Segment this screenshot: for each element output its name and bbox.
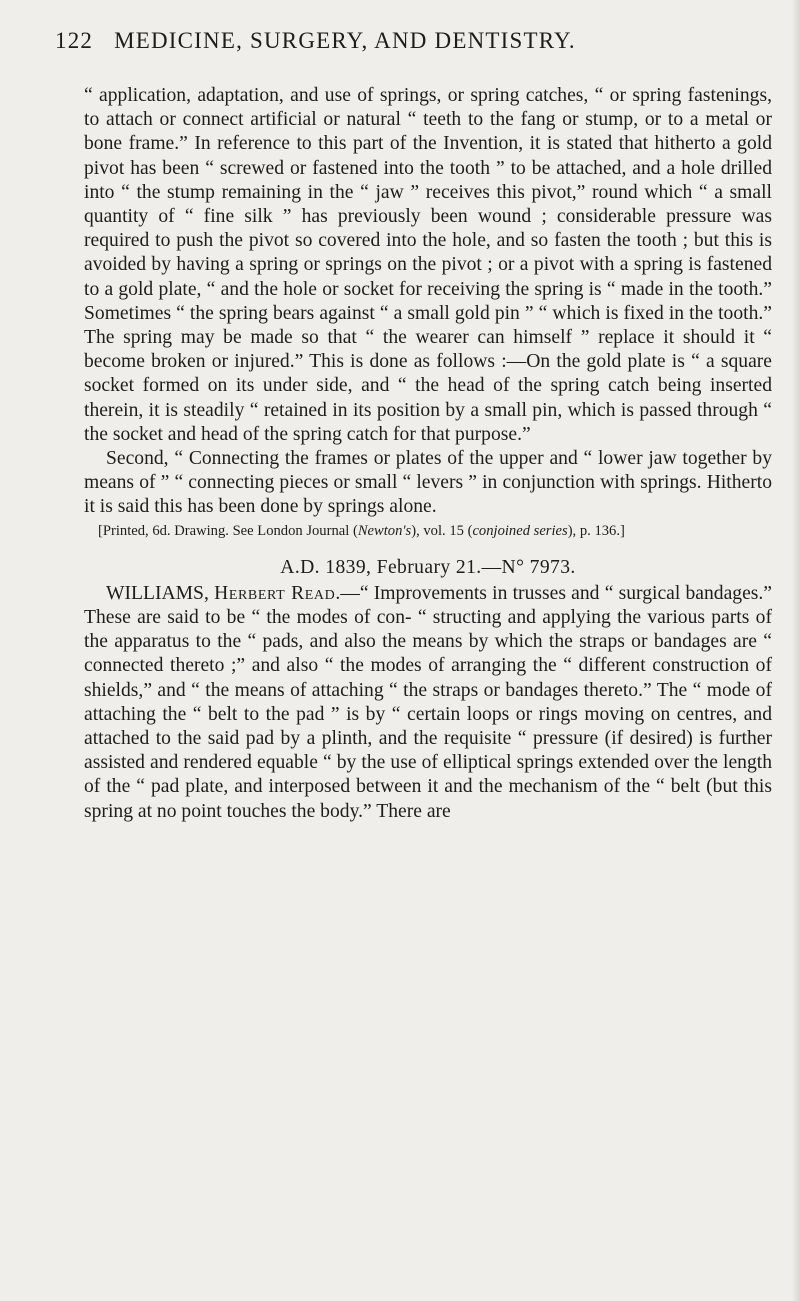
running-header — [55, 28, 715, 54]
patent-paragraph — [84, 582, 772, 824]
patentee-forename: Herbert Read — [214, 582, 336, 604]
page-number: 122 — [55, 28, 94, 53]
printed-note — [84, 522, 772, 540]
paragraph-second-claim: Second, “ Connecting the frames or plates of the upper and “ lower jaw together by means of ” “ connecting pieces or small “ levers ” in conjunction with springs. Hitherto it is said this has been done by springs alone. — [84, 448, 772, 518]
running-title: MEDICINE, SURGERY, AND DENTISTRY. — [114, 28, 576, 53]
note-series: conjoined series — [472, 522, 568, 539]
page-edge-shadow — [792, 0, 800, 1301]
note-lead: [Printed, 6d. Drawing. See London Journal ( — [98, 522, 358, 539]
patentee-surname: WILLIAMS, — [106, 582, 209, 604]
patent-text: .—“ Improvements in trusses and “ surgical bandages.” These are said to be “ the modes of con- “ structing and applying the various parts of the apparatus to the “ pads, and also the means by which the straps or bandages are “ connected thereto ;” and also “ the modes of arranging the “ different construction of shields,” and “ the means of attaching “ the straps or bandages thereto.” The “ mode of attaching the “ belt to the pad ” is by “ certain loops or rings moving on centres, and attached to the said pad by a plinth, and the requisite “ pressure (if desired) is further assisted and rendered equable “ by the use of elliptical springs extended over the length of the “ pad plate, and interposed between it and the mechanism of the “ belt (but this spring at no point touches the body.” There are — [84, 582, 772, 822]
paragraph-continuation: “ application, adaptation, and use of springs, or spring catches, “ or spring fastenings, to attach or connect artificial or natural “ teeth to the fang or stump, or to a metal or bone frame.” In reference to this part of the Invention, it is stated that hitherto a gold pivot has been “ screwed or fastened into the tooth ” to be attached, and a hole drilled into “ the stump remaining in the “ jaw ” receives this pivot,” round which “ a small quantity of “ fine silk ” has previously been wound ; considerable pressure was required to push the pivot so covered into the hole, and so fasten the tooth ; but this is avoided by having a spring or springs on the pivot ; or a pivot with a spring is fastened to a gold plate, “ and the hole or socket for receiving the spring is “ made in the tooth.” Sometimes “ the spring bears against “ a small gold pin ” “ which is fixed in the tooth.” The spring may be made so that “ the wearer can himself ” replace it should it “ become broken or injured.” This is done as follows :—On the gold plate is “ a square socket formed on its under side, and “ the head of the spring catch being inserted therein, it is steadily “ retained in its position by a small pin, which is passed through “ the socket and head of the spring catch for that purpose.” — [84, 85, 772, 445]
note-mid: ), vol. 15 ( — [411, 522, 473, 539]
note-journal: Newton's — [357, 522, 412, 539]
body-text — [84, 84, 772, 824]
patent-entry-heading: A.D. 1839, February 21.—N° 7973. — [280, 556, 576, 578]
note-tail: ), p. 136.] — [567, 522, 625, 539]
